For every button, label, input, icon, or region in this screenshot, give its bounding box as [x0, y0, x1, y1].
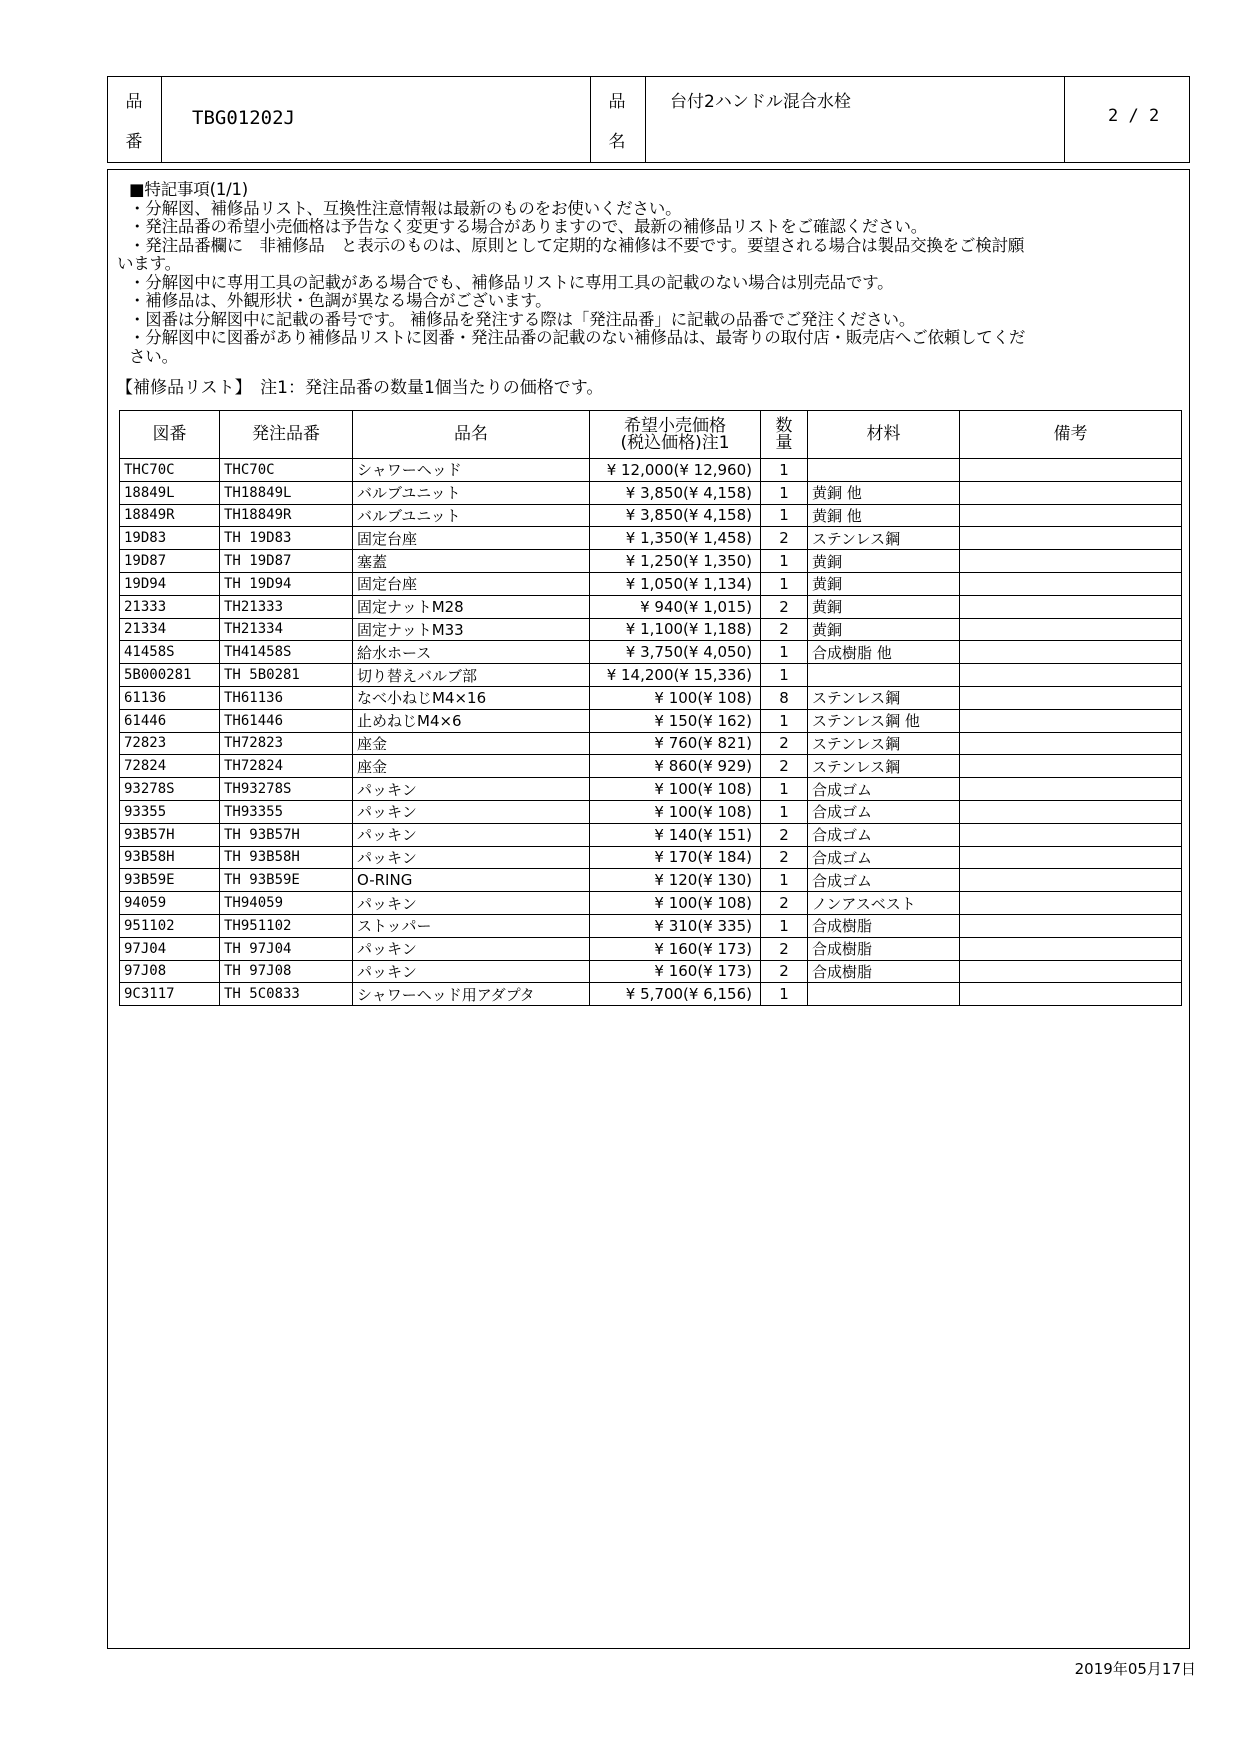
table-row — [120, 481, 1182, 504]
cell-material: 合成ゴム — [808, 778, 960, 801]
cell-name: 固定台座 — [353, 527, 590, 550]
cell-remarks — [960, 914, 1182, 937]
cell-zuban: 5B000281 — [120, 664, 220, 687]
cell-order-no: TH18849R — [220, 504, 353, 527]
cell-name: 塞蓋 — [353, 550, 590, 573]
cell-zuban: 951102 — [120, 914, 220, 937]
cell-material: 黄銅 — [808, 618, 960, 641]
cell-order-no: TH61446 — [220, 709, 353, 732]
table-row — [120, 527, 1182, 550]
cell-qty: 1 — [761, 778, 808, 801]
cell-order-no: TH 93B57H — [220, 823, 353, 846]
cell-price: ¥ 760(¥ 821) — [590, 732, 761, 755]
cell-qty: 2 — [761, 595, 808, 618]
table-row — [120, 755, 1182, 778]
table-row — [120, 732, 1182, 755]
cell-qty: 2 — [761, 937, 808, 960]
cell-material: 黄銅 他 — [808, 504, 960, 527]
cell-material: 合成ゴム — [808, 869, 960, 892]
cell-price: ¥ 5,700(¥ 6,156) — [590, 983, 761, 1006]
table-row — [120, 595, 1182, 618]
table-row — [120, 459, 1182, 482]
cell-name: O-RING — [353, 869, 590, 892]
cell-price: ¥ 1,100(¥ 1,188) — [590, 618, 761, 641]
cell-zuban: 21334 — [120, 618, 220, 641]
cell-qty: 2 — [761, 732, 808, 755]
col-qty-line1: 数 — [775, 415, 793, 436]
cell-order-no: TH93278S — [220, 778, 353, 801]
cell-price: ¥ 100(¥ 108) — [590, 892, 761, 915]
col-zuban: 図番 — [120, 411, 220, 459]
cell-material: 合成樹脂 — [808, 914, 960, 937]
cell-remarks — [960, 823, 1182, 846]
cell-price: ¥ 3,750(¥ 4,050) — [590, 641, 761, 664]
cell-qty: 1 — [761, 800, 808, 823]
cell-price: ¥ 1,350(¥ 1,458) — [590, 527, 761, 550]
header-divider — [590, 77, 591, 162]
cell-name: パッキン — [353, 823, 590, 846]
cell-order-no: TH72823 — [220, 732, 353, 755]
cell-order-no: TH61136 — [220, 686, 353, 709]
cell-zuban: 18849L — [120, 481, 220, 504]
table-row — [120, 800, 1182, 823]
cell-remarks — [960, 937, 1182, 960]
cell-name: なべ小ねじM4×16 — [353, 686, 590, 709]
cell-order-no: TH 5C0833 — [220, 983, 353, 1006]
cell-name: 固定台座 — [353, 572, 590, 595]
cell-order-no: TH 93B58H — [220, 846, 353, 869]
cell-remarks — [960, 709, 1182, 732]
cell-order-no: TH 19D87 — [220, 550, 353, 573]
cell-remarks — [960, 869, 1182, 892]
cell-zuban: 93B58H — [120, 846, 220, 869]
cell-material: 合成ゴム — [808, 823, 960, 846]
cell-zuban: 72823 — [120, 732, 220, 755]
cell-remarks — [960, 983, 1182, 1006]
cell-material: 黄銅 — [808, 595, 960, 618]
cell-material: 黄銅 — [808, 572, 960, 595]
cell-price: ¥ 160(¥ 173) — [590, 937, 761, 960]
cell-zuban: 93355 — [120, 800, 220, 823]
hinmei-label-2: 名 — [608, 132, 626, 152]
note-line: ・発注品番の希望小売価格は予告なく変更する場合がありますので、最新の補修品リストをご確認ください。 — [129, 217, 928, 236]
cell-remarks — [960, 892, 1182, 915]
cell-price: ¥ 3,850(¥ 4,158) — [590, 504, 761, 527]
table-row — [120, 709, 1182, 732]
header-divider — [1064, 77, 1065, 162]
cell-zuban: 97J08 — [120, 960, 220, 983]
cell-price: ¥ 1,250(¥ 1,350) — [590, 550, 761, 573]
col-order-no: 発注品番 — [220, 411, 353, 459]
header-divider — [161, 77, 162, 162]
table-row — [120, 823, 1182, 846]
cell-zuban: 21333 — [120, 595, 220, 618]
cell-order-no: TH41458S — [220, 641, 353, 664]
cell-material: 黄銅 — [808, 550, 960, 573]
cell-qty: 1 — [761, 641, 808, 664]
cell-order-no: TH21333 — [220, 595, 353, 618]
cell-material: ノンアスベスト — [808, 892, 960, 915]
cell-order-no: THC70C — [220, 459, 353, 482]
cell-price: ¥ 100(¥ 108) — [590, 778, 761, 801]
cell-qty: 2 — [761, 755, 808, 778]
part-number: TBG01202J — [192, 107, 295, 129]
cell-zuban: 93B57H — [120, 823, 220, 846]
hinmei-label-1: 品 — [608, 92, 626, 112]
issue-date: 2019年05月17日 — [1074, 1660, 1196, 1678]
table-row — [120, 618, 1182, 641]
col-name: 品名 — [353, 411, 590, 459]
note-line: さい。 — [129, 346, 178, 366]
cell-order-no: TH93355 — [220, 800, 353, 823]
cell-price: ¥ 120(¥ 130) — [590, 869, 761, 892]
cell-qty: 2 — [761, 960, 808, 983]
cell-price: ¥ 140(¥ 151) — [590, 823, 761, 846]
cell-remarks — [960, 846, 1182, 869]
cell-material: 黄銅 他 — [808, 481, 960, 504]
note-line: います。 — [117, 254, 181, 273]
cell-remarks — [960, 504, 1182, 527]
cell-qty: 8 — [761, 686, 808, 709]
note-line: ・発注品番欄に 非補修品 と表示のものは、原則として定期的な補修は不要です。要望される場合は製品交換をご検討願 — [129, 235, 1025, 255]
cell-remarks — [960, 686, 1182, 709]
cell-qty: 1 — [761, 914, 808, 937]
col-material: 材料 — [808, 411, 960, 459]
cell-qty: 1 — [761, 459, 808, 482]
cell-name: パッキン — [353, 960, 590, 983]
cell-name: パッキン — [353, 937, 590, 960]
cell-name: シャワーヘッド — [353, 459, 590, 482]
cell-price: ¥ 860(¥ 929) — [590, 755, 761, 778]
cell-price: ¥ 14,200(¥ 15,336) — [590, 664, 761, 687]
col-qty — [761, 411, 808, 459]
cell-material: 合成樹脂 — [808, 937, 960, 960]
col-qty-line2: 量 — [775, 432, 793, 453]
cell-remarks — [960, 800, 1182, 823]
cell-name: パッキン — [353, 800, 590, 823]
cell-zuban: 93B59E — [120, 869, 220, 892]
parts-table — [119, 410, 1182, 1006]
col-price — [590, 411, 761, 459]
cell-remarks — [960, 778, 1182, 801]
cell-price: ¥ 100(¥ 108) — [590, 686, 761, 709]
table-header-row — [120, 411, 1182, 459]
cell-name: 座金 — [353, 755, 590, 778]
table-row — [120, 960, 1182, 983]
cell-name: シャワーヘッド用アダプタ — [353, 983, 590, 1006]
cell-remarks — [960, 572, 1182, 595]
product-name: 台付2ハンドル混合水栓 — [670, 92, 851, 112]
cell-qty: 2 — [761, 823, 808, 846]
cell-qty: 1 — [761, 664, 808, 687]
cell-price: ¥ 310(¥ 335) — [590, 914, 761, 937]
cell-name: 固定ナットM33 — [353, 618, 590, 641]
table-row — [120, 686, 1182, 709]
special-notes — [117, 180, 1179, 366]
cell-material: 合成ゴム — [808, 800, 960, 823]
cell-zuban: 19D87 — [120, 550, 220, 573]
cell-qty: 1 — [761, 481, 808, 504]
cell-qty: 2 — [761, 892, 808, 915]
cell-name: ストッパー — [353, 914, 590, 937]
document-header — [107, 76, 1190, 163]
cell-zuban: 93278S — [120, 778, 220, 801]
cell-material: ステンレス鋼 他 — [808, 709, 960, 732]
cell-zuban: 72824 — [120, 755, 220, 778]
table-row — [120, 869, 1182, 892]
cell-qty: 1 — [761, 983, 808, 1006]
cell-material: ステンレス鋼 — [808, 755, 960, 778]
table-row — [120, 664, 1182, 687]
note-line: ・分解図中に図番があり補修品リストに図番・発注品番の記載のない補修品は、最寄りの取付店・販売店へご依頼してくだ — [129, 328, 1026, 347]
hinban-label-1: 品 — [125, 92, 143, 112]
header-divider — [645, 77, 646, 162]
table-row — [120, 914, 1182, 937]
table-row — [120, 892, 1182, 915]
cell-name: 固定ナットM28 — [353, 595, 590, 618]
table-row — [120, 937, 1182, 960]
cell-remarks — [960, 481, 1182, 504]
cell-name: 切り替えバルブ部 — [353, 664, 590, 687]
table-row — [120, 983, 1182, 1006]
cell-price: ¥ 100(¥ 108) — [590, 800, 761, 823]
cell-qty: 1 — [761, 709, 808, 732]
cell-order-no: TH94059 — [220, 892, 353, 915]
cell-remarks — [960, 618, 1182, 641]
cell-remarks — [960, 459, 1182, 482]
cell-order-no: TH72824 — [220, 755, 353, 778]
cell-zuban: THC70C — [120, 459, 220, 482]
cell-zuban: 94059 — [120, 892, 220, 915]
page-number: 2 / 2 — [1108, 106, 1160, 126]
cell-material: ステンレス鋼 — [808, 732, 960, 755]
cell-price: ¥ 3,850(¥ 4,158) — [590, 481, 761, 504]
cell-qty: 2 — [761, 527, 808, 550]
cell-remarks — [960, 595, 1182, 618]
col-remarks: 備考 — [960, 411, 1182, 459]
cell-zuban: 9C3117 — [120, 983, 220, 1006]
cell-order-no: TH 19D94 — [220, 572, 353, 595]
cell-zuban: 61446 — [120, 709, 220, 732]
cell-qty: 2 — [761, 618, 808, 641]
cell-zuban: 61136 — [120, 686, 220, 709]
table-row — [120, 504, 1182, 527]
cell-zuban: 19D83 — [120, 527, 220, 550]
table-row — [120, 778, 1182, 801]
cell-order-no: TH 97J04 — [220, 937, 353, 960]
table-row — [120, 641, 1182, 664]
hinban-label-2: 番 — [125, 132, 143, 152]
cell-price: ¥ 12,000(¥ 12,960) — [590, 459, 761, 482]
cell-price: ¥ 160(¥ 173) — [590, 960, 761, 983]
parts-list-heading: 【補修品リスト】 注1：発注品番の数量1個当たりの価格です。 — [116, 378, 604, 398]
table-row — [120, 846, 1182, 869]
cell-price: ¥ 940(¥ 1,015) — [590, 595, 761, 618]
cell-order-no: TH 5B0281 — [220, 664, 353, 687]
cell-qty: 1 — [761, 869, 808, 892]
cell-name: バルブユニット — [353, 504, 590, 527]
cell-qty: 1 — [761, 550, 808, 573]
cell-material: 合成ゴム — [808, 846, 960, 869]
cell-price: ¥ 150(¥ 162) — [590, 709, 761, 732]
cell-material: ステンレス鋼 — [808, 527, 960, 550]
cell-remarks — [960, 641, 1182, 664]
cell-qty: 1 — [761, 572, 808, 595]
cell-qty: 2 — [761, 846, 808, 869]
cell-zuban: 97J04 — [120, 937, 220, 960]
table-row — [120, 550, 1182, 573]
cell-material — [808, 459, 960, 482]
cell-name: 止めねじM4×6 — [353, 709, 590, 732]
col-price-line2: (税込価格)注1 — [620, 432, 730, 453]
cell-order-no: TH 97J08 — [220, 960, 353, 983]
cell-remarks — [960, 960, 1182, 983]
cell-zuban: 18849R — [120, 504, 220, 527]
cell-name: パッキン — [353, 846, 590, 869]
cell-name: バルブユニット — [353, 481, 590, 504]
cell-material: ステンレス鋼 — [808, 686, 960, 709]
cell-material: 合成樹脂 — [808, 960, 960, 983]
cell-zuban: 41458S — [120, 641, 220, 664]
cell-order-no: TH21334 — [220, 618, 353, 641]
note-line: ・補修品は、外観形状・色調が異なる場合がございます。 — [129, 291, 552, 310]
cell-order-no: TH951102 — [220, 914, 353, 937]
cell-order-no: TH18849L — [220, 481, 353, 504]
cell-order-no: TH 19D83 — [220, 527, 353, 550]
note-line: ・分解図中に専用工具の記載がある場合でも、補修品リストに専用工具の記載のない場合は別売品です。 — [129, 272, 894, 292]
cell-remarks — [960, 755, 1182, 778]
cell-name: パッキン — [353, 892, 590, 915]
cell-qty: 1 — [761, 504, 808, 527]
table-row — [120, 572, 1182, 595]
cell-material — [808, 664, 960, 687]
cell-price: ¥ 170(¥ 184) — [590, 846, 761, 869]
cell-remarks — [960, 550, 1182, 573]
cell-zuban: 19D94 — [120, 572, 220, 595]
cell-name: 給水ホース — [353, 641, 590, 664]
note-line: ・分解図、補修品リスト、互換性注意情報は最新のものをお使いください。 — [129, 198, 682, 218]
cell-name: 座金 — [353, 732, 590, 755]
cell-order-no: TH 93B59E — [220, 869, 353, 892]
notes-title: ■特記事項(1/1) — [129, 180, 249, 199]
cell-remarks — [960, 732, 1182, 755]
cell-material — [808, 983, 960, 1006]
cell-name: パッキン — [353, 778, 590, 801]
note-line: ・図番は分解図中に記載の番号です。 補修品を発注する際は「発注品番」に記載の品番でご発注ください。 — [129, 309, 916, 329]
col-price-line1: 希望小売価格 — [624, 415, 726, 436]
cell-remarks — [960, 664, 1182, 687]
cell-price: ¥ 1,050(¥ 1,134) — [590, 572, 761, 595]
cell-material: 合成樹脂 他 — [808, 641, 960, 664]
cell-remarks — [960, 527, 1182, 550]
